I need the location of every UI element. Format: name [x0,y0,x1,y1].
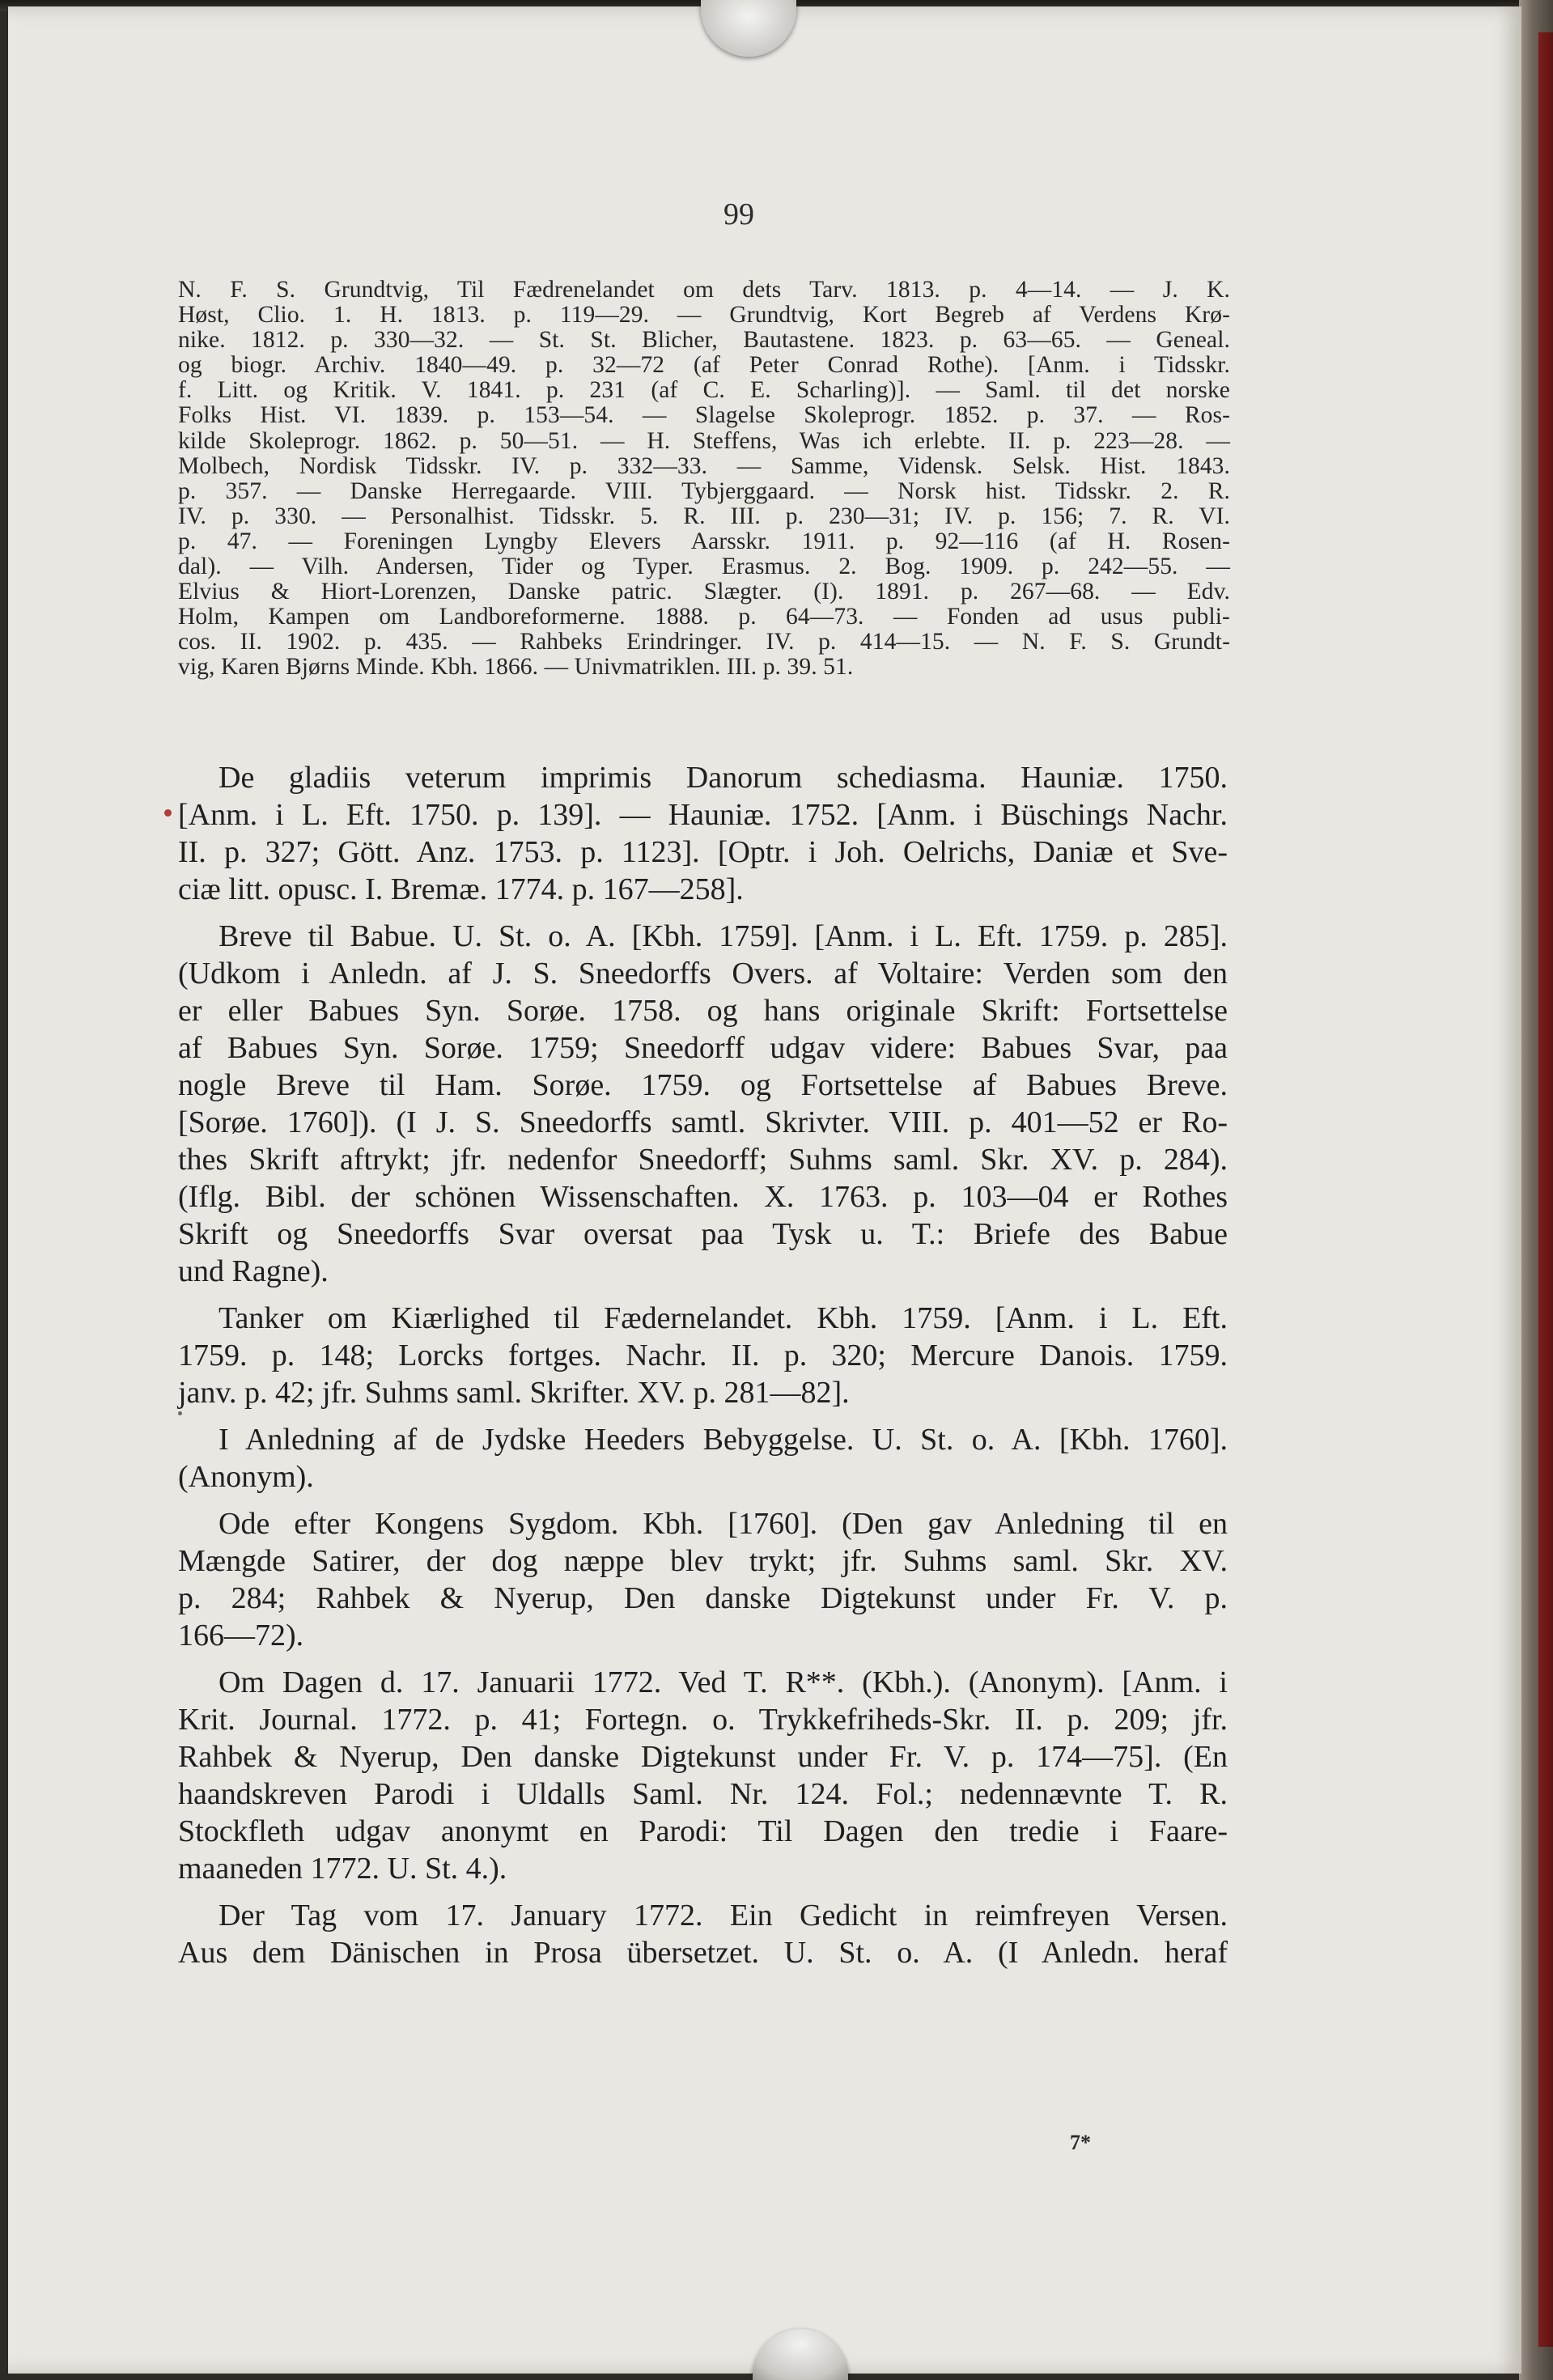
entry-line: De gladiis veterum imprimis Danorum schediasma. Hauniæ. 1750. [219,761,1228,795]
entry-line: Skrift og Sneedorffs Svar oversat paa Tysk u. T.: Briefe des Babue [178,1217,1228,1251]
entry-line: Mængde Satirer, der dog næppe blev trykt; jfr. Suhms saml. Skr. XV. [178,1544,1228,1578]
source-line: IV. p. 330. — Personalhist. Tidsskr. 5. R. III. p. 230—31; IV. p. 156; 7. R. VI. [178,503,1230,529]
source-line: og biogr. Archiv. 1840—49. p. 32—72 (af Peter Conrad Rothe). [Anm. i Tidsskr. [178,352,1230,379]
source-line: nike. 1812. p. 330—32. — St. St. Blicher, Bautastene. 1823. p. 63—65. — Geneal. [178,327,1230,354]
entry-line: haandskreven Parodi i Uldalls Saml. Nr. 124. Fol.; nedennævnte T. R. [178,1777,1228,1811]
source-line: N. F. S. Grundtvig, Til Fædrenelandet om dets Tarv. 1813. p. 4—14. — J. K. [178,277,1230,303]
entry-tanker [178,1300,1228,1411]
entry-tag [178,1897,1228,1971]
source-line: f. Litt. og Kritik. V. 1841. p. 231 (af C. E. Scharling)]. — Saml. til det norske [178,377,1230,404]
entry-line: Aus dem Dänischen in Prosa übersetzet. U. St. o. A. (I Anledn. heraf [178,1936,1228,1970]
entry-line: und Ragne). [178,1254,329,1288]
entry-line: ciæ litt. opusc. I. Bremæ. 1774. p. 167—258]. [178,872,744,906]
entry-dagen [178,1664,1228,1887]
entry-line: Stockfleth udgav anonymt en Parodi: Til Dagen den tredie i Faare- [178,1814,1228,1848]
source-line: dal). — Vilh. Andersen, Tider og Typer. Erasmus. 2. Bog. 1909. p. 242—55. — [178,554,1230,580]
entry-line: janv. p. 42; jfr. Suhms saml. Skrifter. XV. p. 281—82]. [178,1376,850,1410]
source-line: p. 357. — Danske Herregaarde. VIII. Tybjerggaard. — Norsk hist. Tidsskr. 2. R. [178,477,1230,504]
entry-line: Om Dagen d. 17. Januarii 1772. Ved T. R**. (Kbh.). (Anonym). [Anm. i [219,1665,1228,1699]
entry-line: I Anledning af de Jydske Heeders Bebyggelse. U. St. o. A. [Kbh. 1760]. [219,1423,1228,1457]
entry-line: Ode efter Kongens Sygdom. Kbh. [1760]. (Den gav Anledning til en [219,1507,1228,1541]
signature-mark: 7* [1070,2131,1091,2154]
source-line: cos. II. 1902. p. 435. — Rahbeks Erindringer. IV. p. 414—15. — N. F. S. Grundt- [178,629,1230,655]
entry-gladiis [178,759,1228,908]
entry-line: Krit. Journal. 1772. p. 41; Fortegn. o. Trykkefriheds-Skr. II. p. 209; jfr. [178,1703,1228,1737]
entry-line: 1759. p. 148; Lorcks fortges. Nachr. II. p. 320; Mercure Danois. 1759. [178,1338,1228,1372]
source-line: Elvius & Hiort-Lorenzen, Danske patric. Slægter. (I). 1891. p. 267—68. — Edv. [178,579,1230,605]
entry-line: thes Skrift aftrykt; jfr. nedenfor Sneedorff; Suhms saml. Skr. XV. p. 284). [178,1143,1228,1177]
source-line: Holm, Kampen om Landboreformerne. 1888. p. 64—73. — Fonden ad usus publi- [178,604,1230,630]
entry-line: af Babues Syn. Sorøe. 1759; Sneedorff udgav videre: Babues Svar, paa [178,1031,1228,1065]
entry-ode [178,1505,1228,1654]
entry-line: (Udkom i Anledn. af J. S. Sneedorffs Overs. af Voltaire: Verden som den [178,957,1228,991]
entry-line: er eller Babues Syn. Sorøe. 1758. og hans originale Skrift: Fortsettelse [178,994,1228,1028]
source-line: vig, Karen Bjørns Minde. Kbh. 1866. — Univmatriklen. III. p. 39. 51. [178,654,854,681]
source-line: Molbech, Nordisk Tidsskr. IV. p. 332—33. — Samme, Vidensk. Selsk. Hist. 1843. [178,452,1230,479]
source-line: kilde Skoleprogr. 1862. p. 50—51. — H. Steffens, Was ich erlebte. II. p. 223—28. — [178,427,1230,454]
entry-line: [Sorøe. 1760]). (I J. S. Sneedorffs samtl. Skrivter. VIII. p. 401—52 er Ro- [178,1105,1228,1139]
entry-line: Breve til Babue. U. St. o. A. [Kbh. 1759]. [Anm. i L. Eft. 1759. p. 285]. [219,919,1228,953]
entry-line: p. 284; Rahbek & Nyerup, Den danske Digtekunst under Fr. V. p. [178,1581,1228,1615]
source-line: p. 47. — Foreningen Lyngby Elevers Aarsskr. 1911. p. 92—116 (af H. Rosen- [178,528,1230,554]
entry-line: (Anonym). [178,1460,314,1494]
entry-line: (Iflg. Bibl. der schönen Wissenschaften. X. 1763. p. 103—04 er Rothes [178,1180,1228,1214]
entry-line: maaneden 1772. U. St. 4.). [178,1852,507,1886]
entry-line: Tanker om Kiærlighed til Fædernelandet. Kbh. 1759. [Anm. i L. Eft. [219,1301,1228,1335]
entry-line: nogle Breve til Ham. Sorøe. 1759. og Fortsettelse af Babues Breve. [178,1068,1228,1102]
entry-babue [178,918,1228,1290]
entry-line: 166—72). [178,1618,304,1652]
entry-line: Der Tag vom 17. January 1772. Ein Gedicht in reimfreyen Versen. [219,1898,1228,1932]
source-references [178,278,1230,681]
entry-line: II. p. 327; Gött. Anz. 1753. p. 1123]. [Optr. i Joh. Oelrichs, Daniæ et Sve- [178,835,1228,869]
source-line: Høst, Clio. 1. H. 1813. p. 119—29. — Grundtvig, Kort Begreb af Verdens Krø- [178,302,1230,329]
book-cover-strip [1538,32,1553,2347]
bibliography-entries [178,759,1228,1981]
source-line: Folks Hist. VI. 1839. p. 153—54. — Slagelse Skoleprogr. 1852. p. 37. — Ros- [178,402,1230,429]
page-number: 99 [723,197,754,231]
entry-line: [Anm. i L. Eft. 1750. p. 139]. — Hauniæ. 1752. [Anm. i Büschings Nachr. [178,798,1228,832]
margin-mark [164,809,172,817]
entry-heeders [178,1421,1228,1495]
entry-line: Rahbek & Nyerup, Den danske Digtekunst under Fr. V. p. 174—75]. (En [178,1740,1228,1774]
